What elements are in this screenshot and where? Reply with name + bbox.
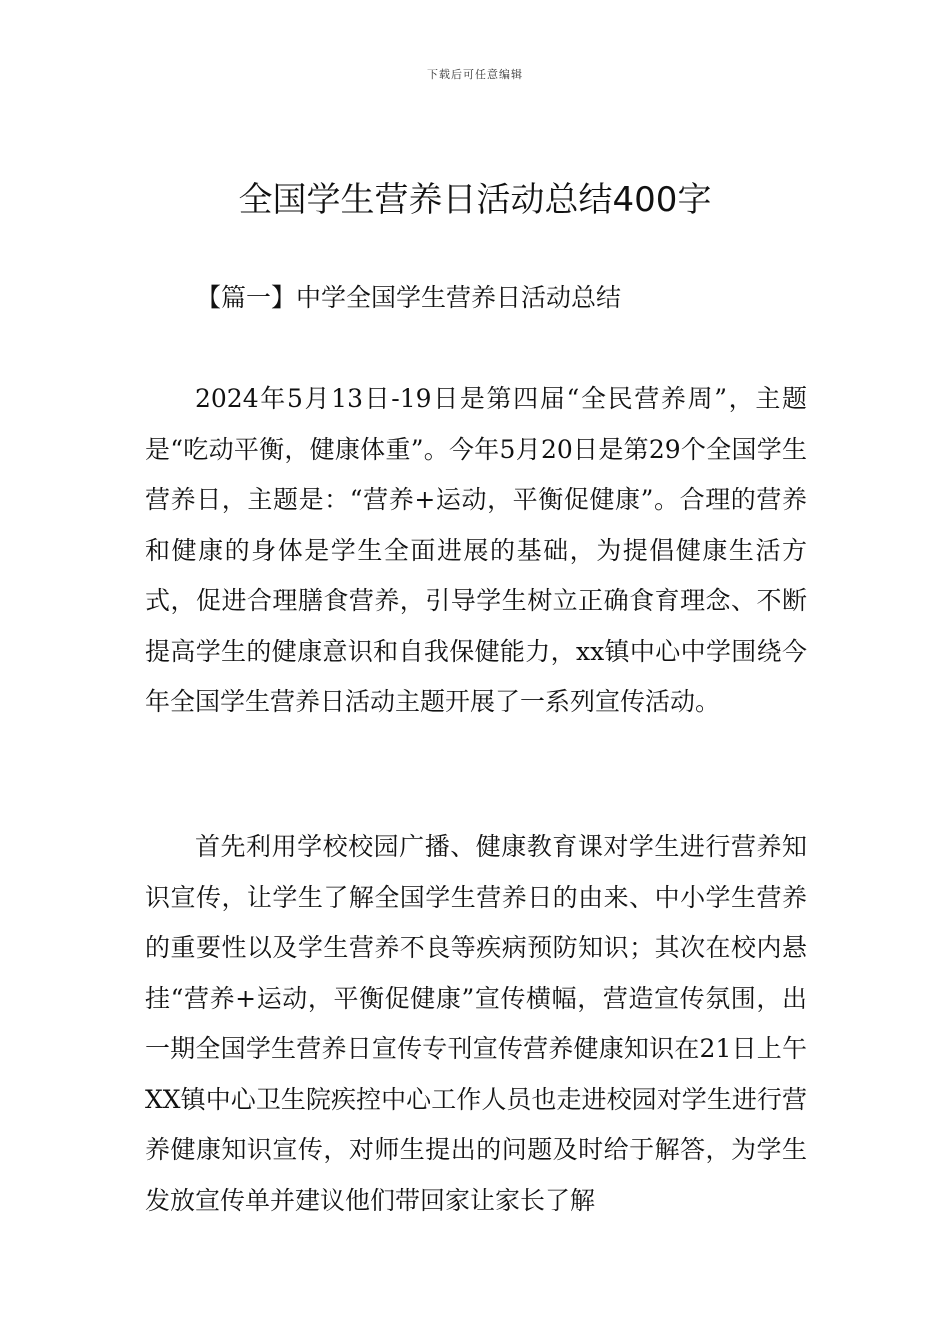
paragraph-1: 2024年5月13日-19日是第四届“全民营养周”，主题是“吃动平衡，健康体重”。今年5月20日是第29个全国学生营养日，主题是：“营养+运动，平衡促健康”。合理的营养和健康的身体是学生全面进展的基础，为提倡健康生活方式，促进合理膳食营养，引导学生树立正确食育理念、不断提高学生的健康意识和自我保健能力，xx镇中心中学围绕今年全国学生营养日活动主题开展了一系列宣传活动。 [145,384,807,716]
page-header-note: 下载后可任意编辑 [427,68,523,81]
document-title: 全国学生营养日活动总结400字 [238,180,712,220]
section-heading: 【篇一】中学全国学生营养日活动总结 [196,283,622,312]
paragraph-2: 首先利用学校校园广播、健康教育课对学生进行营养知识宣传，让学生了解全国学生营养日的由来、中小学生营养的重要性以及学生营养不良等疾病预防知识；其次在校内悬挂“营养+运动，平衡促健康”宣传横幅，营造宣传氛围，出一期全国学生营养日宣传专刊宣传营养健康知识在21日上午XX镇中心卫生院疾控中心工作人员也走进校园对学生进行营养健康知识宣传，对师生提出的问题及时给于解答，为学生发放宣传单并建议他们带回家让家长了解 [145,832,807,1215]
